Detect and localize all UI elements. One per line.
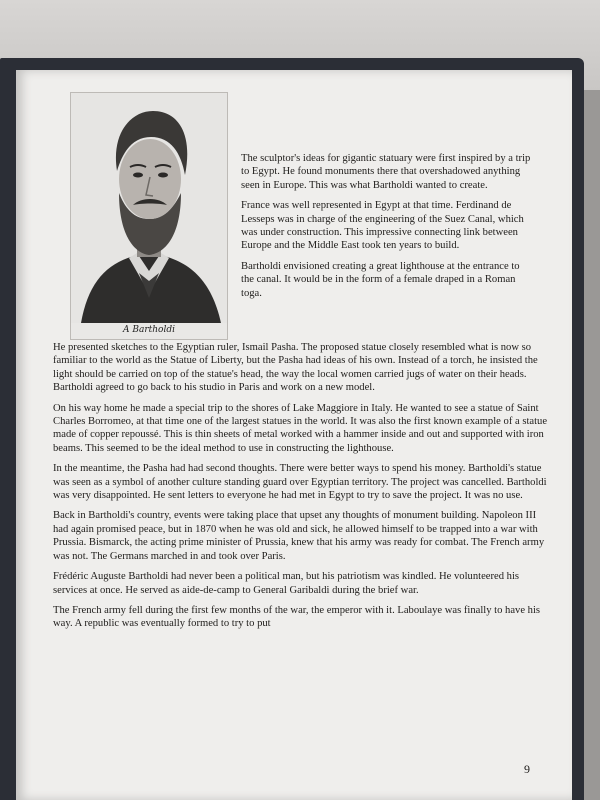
paragraph: In the meantime, the Pasha had had second thoughts. There were better ways to spend his money. Bartholdi's statue was seen as a symbol of another culture standing guard over Egyptian territory. The project was cancelled. Bartholdi was very disappointed. He sent letters to everyone he had met in Egypt to try to save the project. It was no use. xyxy=(53,463,547,502)
paragraph: France was well represented in Egypt at that time. Ferdinand de Lesseps was in charge of the engineering of the Suez Canal, which was under construction. This impressive connecting link between Europe and the Middle East took ten years to build. xyxy=(241,200,524,252)
paragraph: He presented sketches to the Egyptian ruler, Ismail Pasha. The proposed statue closely resembled what is now so familiar to the world as the Statue of Liberty, but the Pasha had ideas of his own. Instead of a torch, he insisted the light should be carried on top of the statue's head, the way the local women carried jugs of water on their heads. Bartholdi agreed to go back to his studio in Paris and work on a new model. xyxy=(53,342,538,394)
side-text-column xyxy=(241,152,533,307)
signature-text: A Bartholdi xyxy=(123,325,175,335)
portrait-photo xyxy=(70,92,228,340)
paragraph: The sculptor's ideas for gigantic statuary were first inspired by a trip to Egypt. He found monuments there that overshadowed anything seen in Europe. This was what Bartholdi wanted to create. xyxy=(241,153,531,191)
paragraph: Back in Bartholdi's country, events were taking place that upset any thoughts of monument building. Napoleon III had again promised peace, but in 1870 when he was old and sick, he allowed himself to be trapped into a war with Prussia. Bismarck, the acting prime minister of Prussia, knew that his army was ready for combat. The French army was not. The Germans marched in and took over Paris. xyxy=(53,510,545,562)
page-number: 9 xyxy=(524,762,530,776)
paragraph: Frédéric Auguste Bartholdi had never been a political man, but his patriotism was kindled. He volunteered his services at once. He served as aide-de-camp to General Garibaldi during the brief war. xyxy=(53,571,520,596)
paragraph: Bartholdi envisioned creating a great lighthouse at the entrance to the canal. It would be in the form of a female draped in a Roman toga. xyxy=(241,260,520,299)
portrait-illustration xyxy=(71,93,227,323)
paragraph: On his way home he made a special trip to the shores of Lake Maggiore in Italy. He wanted to see a statue of Saint Charles Borromeo, at that time one of the largest statues in the world. It was also the first known example of a statue made of copper repoussé. This is thin sheets of metal worked with a hammer inside and out and supported with iron beams. This seemed to be the ideal method to use in constructing the lighthouse. xyxy=(53,402,548,454)
paragraph: The French army fell during the first few months of the war, the emperor with it. Laboulaye was finally to have his way. A republic was eventually formed to try to put xyxy=(53,604,541,630)
main-text-column xyxy=(53,341,553,638)
